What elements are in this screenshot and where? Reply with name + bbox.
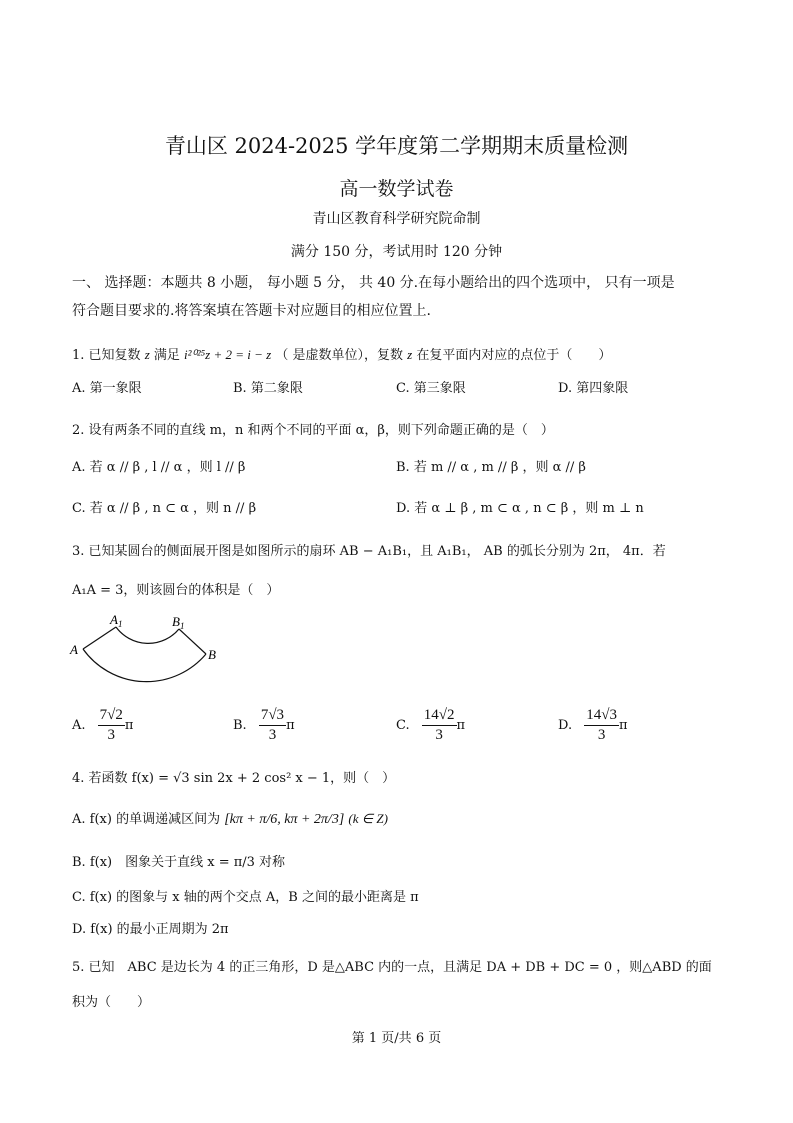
q1-stem-d: 在复平面内对应的点位于（ ） [416,348,612,363]
q3-option-c-num: 14√2 [422,706,457,726]
q1-option-d: D. 第四象限 [558,381,629,396]
q4-option-b: B. f(x) 图象关于直线 x = π/3 对称 [72,855,286,870]
q4-stem: 4. 若函数 f(x) = √3 sin 2x + 2 cos² x − 1，则（ ） [72,771,396,786]
label-a1: $A_1$ [110,612,123,629]
q4-option-a [72,808,388,828]
label-b: B [208,647,216,662]
q2-option-d: D. 若 α ⊥ β , m ⊂ α , n ⊂ β ，则 m ⊥ n [396,501,644,516]
q3-option-a-pi: π [124,718,134,733]
q3-option-d [558,706,628,745]
q3-option-d-num: 14√3 [584,706,619,726]
q3-option-a [72,706,133,745]
q3-option-b [233,706,295,745]
q4-option-d: D. f(x) 的最小正周期为 2π [72,922,229,937]
exam-info: 满分 150 分，考试用时 120 分钟 [290,244,503,260]
label-b1: $B_1$ [172,614,185,631]
q3-option-b-fraction [259,706,286,745]
q4-option-a-interval: [kπ + π/6, kπ + 2π/3] [224,812,345,827]
q3-option-c [396,706,465,745]
q3-option-b-label: B. [233,718,247,733]
q1-stem [72,344,611,363]
q1-equation: i²⁰²⁵z + 2 = i − z [184,347,272,362]
q2-stem: 2. 设有两条不同的直线 m，n 和两个不同的平面 α，β，则下列命题正确的是（ ） [72,423,554,438]
q2-option-b: B. 若 m // α , m // β ，则 α // β [396,460,586,475]
q3-option-b-den: 3 [268,727,277,743]
q3-option-a-fraction [98,706,125,745]
edge-aa1 [83,627,116,649]
q5-line1: 5. 已知 ABC 是边长为 4 的正三角形，D 是△ABC 内的一点，且满足 DA + DB + DC = 0 ，则△ABD 的面 [72,960,712,975]
q3-option-a-num: 7√2 [98,706,125,726]
q1-option-c: C. 第三象限 [396,381,466,396]
q3-option-d-den: 3 [597,727,606,743]
q1-option-b: B. 第二象限 [233,381,303,396]
exam-title: 青山区 2024-2025 学年度第二学期期末质量检测 [164,134,629,158]
annulus-sector-figure [68,610,228,700]
exam-issuer: 青山区教育科学研究院命制 [312,211,481,227]
q3-option-b-num: 7√3 [259,706,286,726]
q3-option-d-label: D. [558,718,573,733]
q4-option-a-condition: (k ∈ Z) [348,811,388,826]
q3-option-c-den: 3 [435,727,443,743]
q5-line2: 积为（ ） [72,995,151,1010]
outer-arc-ab [83,649,206,682]
inner-arc-a1b1 [116,627,179,643]
q3-option-d-pi: π [618,718,628,733]
exam-subtitle: 高一数学试卷 [339,178,454,200]
q1-stem-c: （ 是虚数单位），复数 [275,348,404,363]
page-footer: 第 1 页/共 6 页 [351,1031,442,1046]
q3-option-b-pi: π [286,718,295,733]
q1-stem-b: 满足 [153,348,180,363]
edge-bb1 [179,629,206,654]
q3-option-c-fraction [422,706,457,745]
q3-option-d-fraction [584,706,619,745]
q1-var-z2: z [407,347,413,362]
q3-stem-line2: A₁A = 3，则该圆台的体积是（ ） [72,583,280,598]
q3-option-a-label: A. [72,718,86,733]
section1-line1: 一、 选择题：本题共 8 小题， 每小题 5 分， 共 40 分.在每小题给出的四个选项中， 只有一项是 [72,275,675,291]
q3-stem-line1: 3. 已知某圆台的侧面展开图是如图所示的扇环 AB − A₁B₁，且 A₁B₁， AB 的弧长分别为 2π， 4π．若 [72,544,666,559]
q1-stem-a: 1. 已知复数 [72,348,141,363]
q2-option-a: A. 若 α // β , l // α ，则 l // β [72,460,246,475]
q1-option-a: A. 第一象限 [72,381,142,396]
section1-line2: 符合题目要求的.将答案填在答题卡对应题目的相应位置上. [72,303,431,319]
q4-option-a-text: A. f(x) 的单调递减区间为 [72,812,221,827]
q4-option-c: C. f(x) 的图象与 x 轴的两个交点 A，B 之间的最小距离是 π [72,890,419,905]
q1-var-z: z [144,347,150,362]
q3-option-c-label: C. [396,718,410,733]
label-a: A [70,642,78,657]
q3-option-c-pi: π [456,718,466,733]
q3-option-a-den: 3 [107,727,116,743]
q2-option-c: C. 若 α // β , n ⊂ α ，则 n // β [72,501,257,516]
